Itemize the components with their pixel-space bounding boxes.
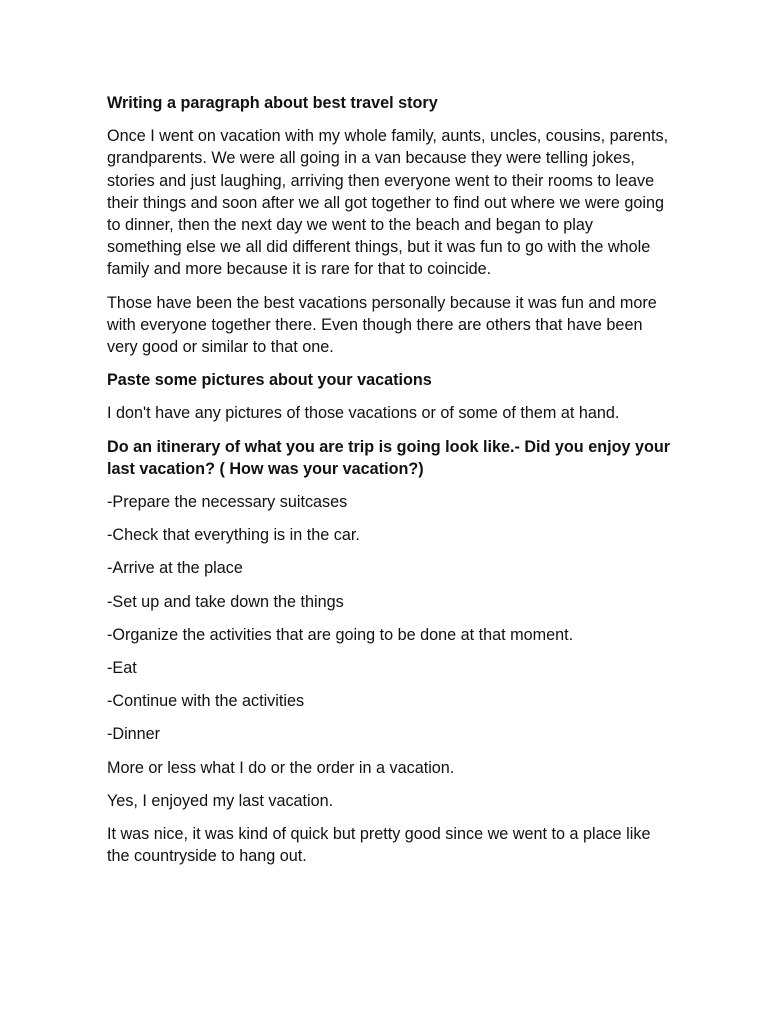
itinerary-item: -Prepare the necessary suitcases	[107, 493, 348, 512]
itinerary-item: -Set up and take down the things	[107, 592, 344, 611]
itinerary-item: -Organize the activities that are going to be done at that moment.	[107, 625, 574, 644]
itinerary-item: -Arrive at the place	[107, 559, 243, 578]
itinerary-item: -Eat	[107, 659, 137, 678]
travel-story-paragraph: Once I went on vacation with my whole family, aunts, uncles, cousins, parents, grandparents. We were all going in a van because they were telling jokes, stories and just laughing, arriving then everyone went to their rooms to leave their things and soon after we all got together to find out where we were going to dinner, then the next day we went to the beach and began to play something else we all did different things, but it was fun to go with the whole family and more because it is rare for that to coincide.	[107, 127, 669, 279]
closing-summary-paragraph: It was nice, it was kind of quick but pretty good since we went to a place like the countryside to hang out.	[107, 825, 651, 866]
document-page	[107, 92, 672, 878]
itinerary-list	[107, 491, 672, 746]
best-vacation-paragraph: Those have been the best vacations personally because it was fun and more with everyone together there. Even though there are others that have been very good or similar to that one.	[107, 293, 657, 357]
itinerary-item: -Continue with the activities	[107, 692, 305, 711]
closing-enjoyed-paragraph: Yes, I enjoyed my last vacation.	[107, 791, 334, 810]
itinerary-item: -Dinner	[107, 725, 161, 744]
document-title: Writing a paragraph about best travel story	[107, 94, 438, 112]
pictures-paragraph: I don't have any pictures of those vacations or of some of them at hand.	[107, 404, 620, 423]
pictures-heading: Paste some pictures about your vacations	[107, 371, 432, 390]
itinerary-heading: Do an itinerary of what you are trip is going look like.- Did you enjoy your last vacation? ( How was your vacation?)	[107, 437, 671, 478]
itinerary-item: -Check that everything is in the car.	[107, 526, 360, 545]
closing-order-paragraph: More or less what I do or the order in a vacation.	[107, 758, 455, 777]
